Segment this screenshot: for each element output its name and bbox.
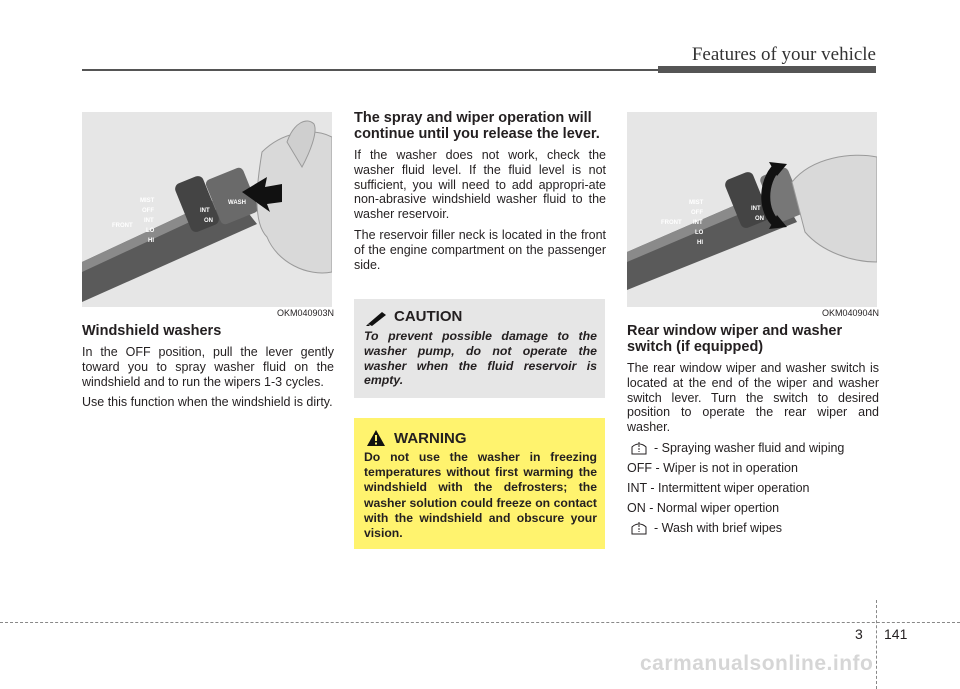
mode-item <box>627 461 879 475</box>
washer-spray-icon <box>630 521 648 535</box>
lever-pull-figure <box>82 112 332 307</box>
label-lo: LO <box>146 228 155 234</box>
caution-text: To prevent possible damage to the washer pump, do not operate the washer when the fluid reservoir is empty. <box>364 329 597 388</box>
page-number: 141 <box>884 626 908 642</box>
label-rear-int: INT <box>751 206 761 212</box>
warning-title: WARNING <box>394 430 467 447</box>
label-off: OFF <box>142 208 154 214</box>
label-int: INT <box>144 218 154 224</box>
mode-list <box>627 441 879 535</box>
label-front: FRONT <box>112 223 133 229</box>
left-column <box>82 112 334 416</box>
watermark: carmanualsonline.info <box>640 652 874 675</box>
caution-title: CAUTION <box>394 308 463 325</box>
middle-column <box>354 110 606 278</box>
mode-text: ON - Normal wiper opertion <box>627 500 780 515</box>
figure-code: OKM040903N <box>276 308 334 318</box>
label-hi: HI <box>148 238 154 244</box>
label-rear-on: ON <box>755 216 764 222</box>
paragraph: Use this function when the windshield is dirty. <box>82 395 333 410</box>
warning-text: Do not use the washer in freezing temperatures without first warming the windshield with the defrosters; the washer solution could freeze on contact with the windshield and obscure your vision. <box>364 450 597 541</box>
figure-code: OKM040904N <box>821 308 879 318</box>
label-hi: HI <box>697 240 703 246</box>
mode-item <box>627 441 879 455</box>
section-heading: Rear window wiper and washer switch (if equipped) <box>627 323 843 355</box>
label-mist: MIST <box>140 198 155 204</box>
label-int: INT <box>693 220 703 226</box>
wiper-lever-illustration <box>82 112 332 307</box>
rear-switch-figure <box>627 112 877 307</box>
mode-item <box>627 501 879 515</box>
warning-box <box>354 418 605 549</box>
mode-text: - Wash with brief wipes <box>654 520 783 535</box>
rear-wiper-lever-illustration <box>627 112 877 307</box>
paragraph: The reservoir filler neck is located in the front of the engine compartment on the passenger side. <box>354 227 606 272</box>
section-heading: The spray and wiper operation will continue until you release the lever. <box>354 110 600 142</box>
label-wash: WASH <box>228 200 246 206</box>
label-rear-int: INT <box>200 208 210 214</box>
right-column <box>627 112 879 541</box>
label-rear-on: ON <box>204 218 213 224</box>
caution-pencil-icon <box>366 310 388 326</box>
warning-triangle-icon <box>366 429 386 447</box>
header-rule-accent <box>658 66 876 73</box>
section-heading: Windshield washers <box>82 323 222 339</box>
mode-text: OFF - Wiper is not in operation <box>627 460 798 475</box>
label-front: FRONT <box>661 220 682 226</box>
mode-text: - Spraying washer fluid and wiping <box>654 440 845 455</box>
paragraph: If the washer does not work, check the washer fluid level. If the fluid level is not sufficient, you will need to add appropri-ate non-abrasive windshield washer fluid to the washer reservoir. <box>354 148 606 222</box>
label-mist: MIST <box>689 200 704 206</box>
label-off: OFF <box>691 210 703 216</box>
mode-item <box>627 481 879 495</box>
mode-text: INT - Intermittent wiper operation <box>627 480 810 495</box>
page-header-title: Features of your vehicle <box>691 44 876 65</box>
washer-spray-icon <box>630 441 648 455</box>
mode-item <box>627 521 879 535</box>
paragraph: The rear window wiper and washer switch is located at the end of the wiper and washer switch lever. Turn the switch to desired position to operate the rear wiper and washer. <box>627 361 879 435</box>
footer-rule <box>0 622 960 623</box>
paragraph: In the OFF position, pull the lever gently toward you to spray washer fluid on the windshield and to run the wipers 1-3 cycles. <box>82 345 334 389</box>
footer-divider <box>876 600 877 689</box>
caution-box <box>354 299 605 398</box>
chapter-number: 3 <box>855 626 863 642</box>
label-lo: LO <box>695 230 704 236</box>
